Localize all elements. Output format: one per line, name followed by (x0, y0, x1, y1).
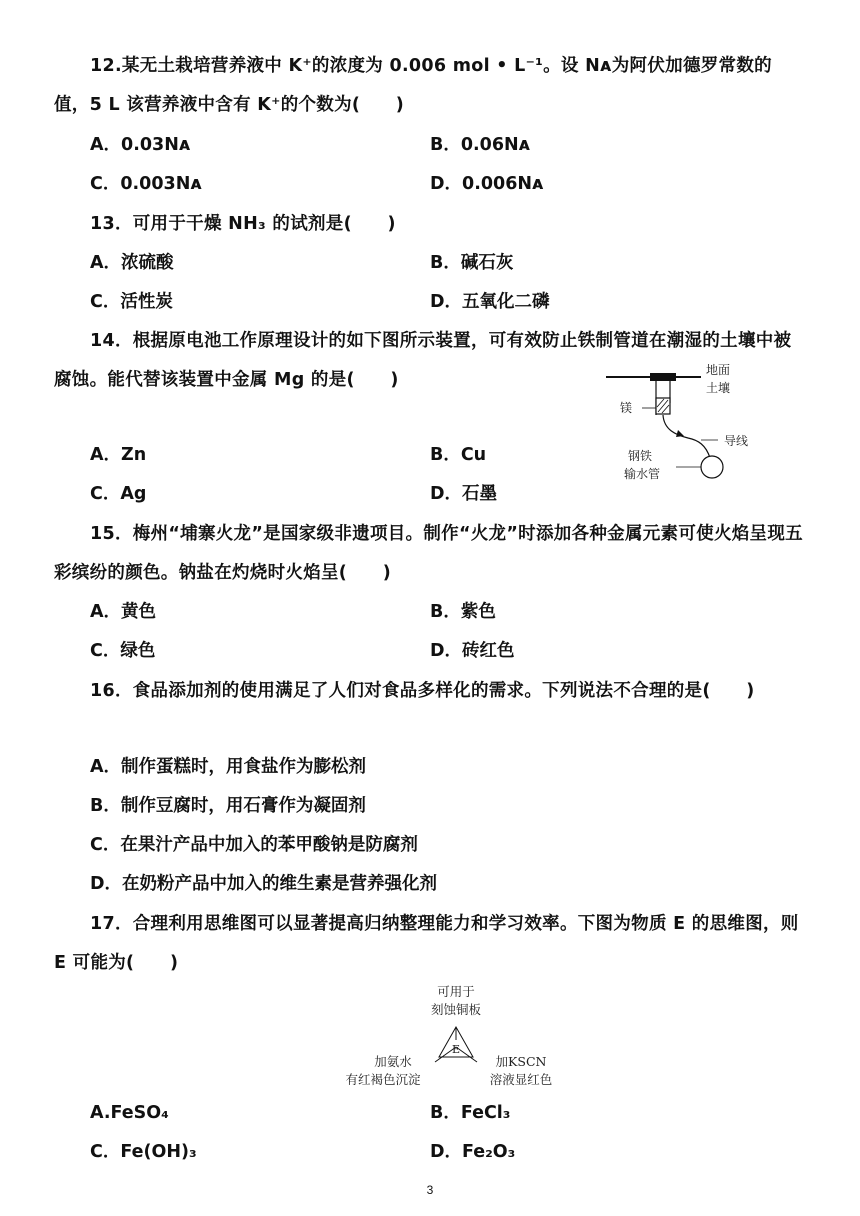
q12-option-c: C．0.003Nᴀ (90, 174, 202, 194)
q14-figure (606, 360, 776, 490)
q12-stem: 12.某无土栽培营养液中 K⁺的浓度为 0.006 mol • L⁻¹。设 Nᴀ为阿伏加德罗常数的值，5 L 该营养液中含有 K⁺的个数为( ) (54, 56, 772, 115)
mind-map-left-line1: 加氨水 (374, 1054, 412, 1069)
q14-option-b: B．Cu (430, 445, 487, 465)
q12-option-b: B．0.06Nᴀ (430, 135, 531, 155)
mind-map-center: E (451, 1043, 461, 1056)
q13-option-b: B．碱石灰 (430, 253, 514, 273)
q15-option-c: C．绿色 (90, 641, 156, 661)
wire-label: 导线 (724, 434, 749, 448)
mind-map-right-line2: 溶液显红色 (489, 1072, 553, 1087)
ground-label: 地面 (706, 363, 731, 377)
q16-option-d: D．在奶粉产品中加入的维生素是营养强化剂 (90, 874, 438, 894)
q17-stem: 17．合理利用思维图可以显著提高归纳整理能力和学习效率。下图为物质 E 的思维图，则 E 可能为( ) (54, 914, 799, 973)
wire-arrow-icon (676, 430, 684, 437)
q12-option-a: A．0.03Nᴀ (90, 135, 191, 155)
ground-cover (650, 373, 676, 381)
q13-option-d: D．五氧化二磷 (430, 292, 550, 312)
q13-stem: 13．可用于干燥 NH₃ 的试剂是( ) (90, 214, 396, 234)
q17-mind-map (335, 982, 565, 1092)
q14-option-c: C．Ag (90, 484, 147, 504)
page-number: 3 (426, 1183, 434, 1197)
q17-option-d: D．Fe₂O₃ (430, 1142, 516, 1162)
mind-map-right-line1: 加KSCN (495, 1054, 547, 1069)
q12-option-d: D．0.006Nᴀ (430, 174, 544, 194)
pipe-label-line2: 输水管 (624, 467, 661, 481)
mg-label: 镁 (620, 401, 633, 415)
q16-option-c: C．在果汁产品中加入的苯甲酸钠是防腐剂 (90, 835, 418, 855)
wire-path (663, 415, 710, 458)
q14-option-d: D．石墨 (430, 484, 498, 504)
q16-stem: 16．食品添加剂的使用满足了人们对食品多样化的需求。下列说法不合理的是( ) (90, 681, 755, 701)
q13-option-c: C．活性炭 (90, 292, 173, 312)
pipe-circle (701, 456, 723, 478)
mind-map-top-line1: 可用于 (437, 984, 475, 999)
q15-option-a: A．黄色 (90, 602, 157, 622)
q17-option-b: B．FeCl₃ (430, 1103, 511, 1123)
q16-option-b: B．制作豆腐时，用石膏作为凝固剂 (90, 796, 366, 816)
q16-option-a: A．制作蛋糕时，用食盐作为膨松剂 (90, 757, 367, 777)
q14-option-a: A．Zn (90, 445, 147, 465)
q17-option-a: A.FeSO₄ (90, 1103, 169, 1123)
q15-option-d: D．砖红色 (430, 641, 515, 661)
pipe-label-line1: 钢铁 (628, 449, 653, 463)
soil-label: 土壤 (706, 381, 731, 395)
q15-stem: 15．梅州“埔寨火龙”是国家级非遗项目。制作“火龙”时添加各种金属元素可使火焰呈现五彩缤纷的颜色。钠盐在灼烧时火焰呈( ) (54, 524, 803, 583)
mind-map-left-line2: 有红褐色沉淀 (345, 1072, 421, 1087)
q14-stem: 14．根据原电池工作原理设计的如下图所示装置，可有效防止铁制管道在潮湿的土壤中被腐蚀。能代替该装置中金属 Mg 的是( ) (54, 331, 792, 390)
mind-map-top-line2: 刻蚀铜板 (430, 1002, 482, 1017)
q13-option-a: A．浓硫酸 (90, 253, 174, 273)
q15-option-b: B．紫色 (430, 602, 496, 622)
q17-option-c: C．Fe(OH)₃ (90, 1142, 197, 1162)
